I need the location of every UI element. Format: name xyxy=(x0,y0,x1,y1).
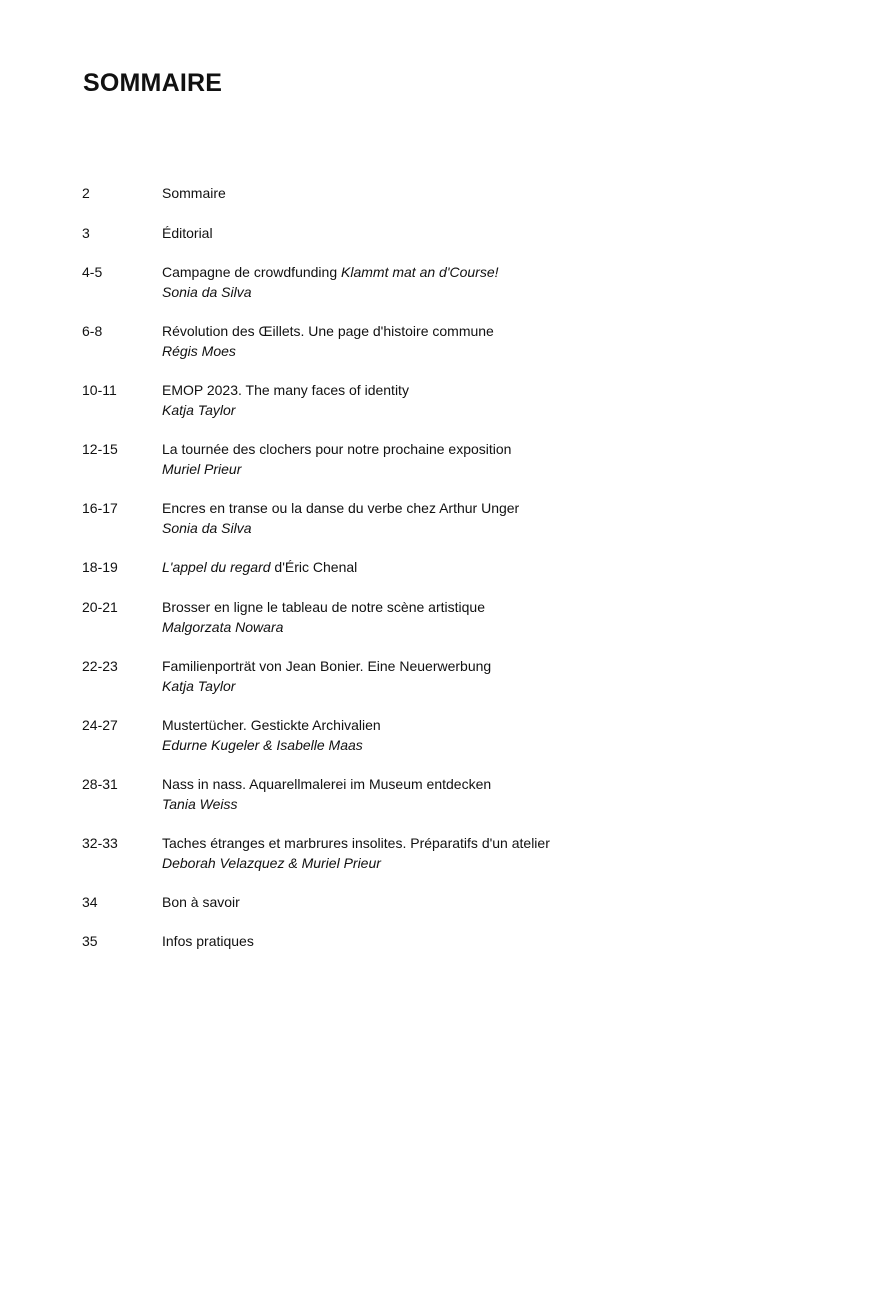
toc-author: Malgorzata Nowara xyxy=(162,618,284,635)
toc-title-text: Familienporträt von Jean Bonier. Eine Neuerwerbung xyxy=(162,657,492,674)
toc-title-text: Infos pratiques xyxy=(162,933,254,949)
toc-author: Muriel Prieur xyxy=(162,461,242,477)
toc-title-italic: L'appel du regard xyxy=(162,559,271,575)
toc-title xyxy=(162,223,802,243)
toc-entry xyxy=(82,380,802,420)
toc-entry xyxy=(82,321,802,361)
toc-page-number: 28-31 xyxy=(82,775,118,792)
toc-title xyxy=(162,715,802,735)
toc-title-text: EMOP 2023. The many faces of identity xyxy=(162,382,409,398)
toc-title-text: Révolution des Œillets. Une page d'histoire commune xyxy=(162,323,494,339)
toc-title-text: Encres en transe ou la danse du verbe chez Arthur Unger xyxy=(162,500,520,516)
toc-title-text: Sommaire xyxy=(162,185,226,201)
toc-title-text: Mustertücher. Gestickte Archivalien xyxy=(162,716,381,733)
toc-entry-content xyxy=(162,715,802,755)
toc-entry-content xyxy=(162,321,802,361)
toc-entry xyxy=(82,656,802,696)
toc-author: Régis Moes xyxy=(162,343,236,359)
toc-title xyxy=(162,931,802,951)
toc-page-number: 35 xyxy=(82,933,98,949)
toc-author: Katja Taylor xyxy=(162,402,236,418)
toc-title xyxy=(162,498,802,518)
toc-title xyxy=(162,262,802,282)
toc-page-number: 34 xyxy=(82,893,98,910)
toc-title-text: Brosser en ligne le tableau de notre scène artistique xyxy=(162,598,485,615)
toc-title-italic: Klammt mat an d'Course! xyxy=(341,264,499,280)
toc-entry-content xyxy=(162,931,802,951)
toc-entry-content xyxy=(162,833,802,873)
toc-entry xyxy=(82,439,802,479)
toc-title xyxy=(162,833,802,853)
toc-page-number: 12-15 xyxy=(82,441,118,457)
toc-entry-content xyxy=(162,774,802,814)
toc-page-number: 16-17 xyxy=(82,500,118,516)
toc-title xyxy=(162,380,802,400)
toc-entry xyxy=(82,183,802,203)
toc-title-text: Campagne de crowdfunding xyxy=(162,264,342,280)
toc-page-number: 22-23 xyxy=(82,657,118,674)
toc-entry-content xyxy=(162,439,802,479)
toc-page-number: 24-27 xyxy=(82,716,118,733)
toc-entry xyxy=(82,557,802,577)
toc-author: Sonia da Silva xyxy=(162,284,252,300)
toc-page-number: 18-19 xyxy=(82,559,118,575)
toc-entry xyxy=(82,892,802,912)
toc-entry-content xyxy=(162,892,802,912)
page-title: SOMMAIRE xyxy=(83,69,223,97)
toc-entry-content xyxy=(162,498,802,538)
toc-entry xyxy=(82,223,802,243)
toc-entry xyxy=(82,774,802,814)
toc-entry xyxy=(82,262,802,302)
toc-title xyxy=(162,774,802,794)
toc-title xyxy=(162,892,802,912)
toc-title-text: Taches étranges et marbrures insolites. Préparatifs d'un atelier xyxy=(162,834,550,851)
toc-entry xyxy=(82,715,802,755)
toc-page-number: 3 xyxy=(82,224,90,241)
toc-title xyxy=(162,656,802,676)
toc-page-number: 32-33 xyxy=(82,834,118,851)
toc-title-text: La tournée des clochers pour notre prochaine exposition xyxy=(162,441,512,457)
toc-entry-content xyxy=(162,557,802,577)
toc-entry xyxy=(82,833,802,873)
toc-entry-content xyxy=(162,597,802,637)
table-of-contents xyxy=(82,183,802,971)
toc-page-number: 20-21 xyxy=(82,598,118,615)
toc-title xyxy=(162,439,802,459)
toc-entry-content xyxy=(162,183,802,203)
toc-author: Edurne Kugeler & Isabelle Maas xyxy=(162,736,363,753)
toc-entry-content xyxy=(162,656,802,696)
toc-title-text: Éditorial xyxy=(162,224,213,241)
toc-entry-content xyxy=(162,262,802,302)
toc-title-text: Bon à savoir xyxy=(162,893,240,910)
toc-entry-content xyxy=(162,223,802,243)
toc-page-number: 2 xyxy=(82,185,90,201)
toc-entry xyxy=(82,498,802,538)
toc-entry xyxy=(82,597,802,637)
toc-title xyxy=(162,597,802,617)
toc-page-number: 6-8 xyxy=(82,323,103,339)
toc-title xyxy=(162,321,802,341)
toc-title-text: Nass in nass. Aquarellmalerei im Museum entdecken xyxy=(162,775,492,792)
toc-author: Katja Taylor xyxy=(162,677,236,694)
toc-entry xyxy=(82,931,802,951)
toc-author: Deborah Velazquez & Muriel Prieur xyxy=(162,854,381,871)
toc-page-number: 4-5 xyxy=(82,264,103,280)
toc-author: Tania Weiss xyxy=(162,795,238,812)
toc-page-number: 10-11 xyxy=(82,382,117,398)
toc-title xyxy=(162,183,802,203)
toc-author: Sonia da Silva xyxy=(162,520,252,536)
toc-title xyxy=(162,557,802,577)
toc-title-text: d'Éric Chenal xyxy=(270,559,358,575)
toc-entry-content xyxy=(162,380,802,420)
